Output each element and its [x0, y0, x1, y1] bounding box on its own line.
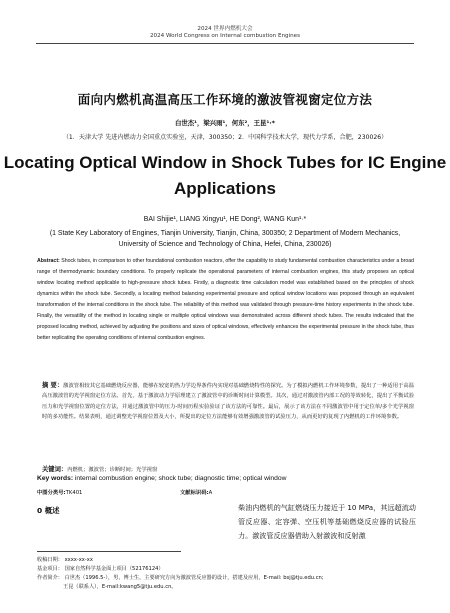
chinese-keywords	[42, 464, 414, 473]
footnote-fund: 基金项目： 国家自然科学基金面上项目（52176124）	[37, 566, 164, 572]
section-body-text: 柴油内燃机的气缸燃烧压力接近于 10 MPa，其远超流动管反应器、定容弹、空压机等基础燃烧反应器的试验压力。激波管反应器借助入射激波和反射激	[238, 503, 416, 541]
document-code	[180, 488, 212, 496]
footnote-received: 收稿日期： xxxx-xx-xx	[37, 557, 93, 563]
clc-number	[37, 488, 82, 496]
running-header-en: 2024 World Congress on Internal combustion Engines	[149, 33, 301, 39]
footnote-corresponding: 王昆（联系人），E-mail:kwang5@tju.edu.cn。	[63, 584, 177, 590]
cn-abstract-text: 激波管相较其它基础燃烧反应器，能够在较宽的热力学边界条件内实现对基础燃烧特性的探究。为了模拟内燃机工作环境参数，提出了一种适用于高温高压激波管的光学视窗定位方法。首先，基于激波动力学原理建立了激波管中的诊断时间计算模型。其次，通过对激波管内部工况的等效转化，提出了平衡试验压力和光学视窗位置的定位方法，并通过激波管中的压力-时间历程实验验证了该方法的可靠性。最后，展示了该方法在不同激波管中用于定位单/多个光学视窗时的多功能性。结果表明，通过调整光学视窗位置及大小，所提出的定位方法能够有效增强激波管的试验压力，从而更好的复现了内燃机的工作环境参数。	[42, 383, 414, 421]
clc-value: TK401	[65, 490, 83, 496]
footnote-author-intro: 作者简介： 白世杰（1996.5-），男，博士生，主要研究方向为激波管反应器的设计，搭建及应用，E-mail: bsj@tju.edu.cn;	[37, 575, 324, 581]
doc-code-value: A	[208, 490, 213, 496]
section-heading: 0 概述	[37, 506, 60, 515]
english-abstract	[37, 256, 414, 344]
header-rule	[36, 43, 414, 44]
doc-code-label: 文献标识码:	[180, 490, 209, 496]
chinese-abstract	[42, 381, 414, 423]
cn-keywords-label: 关键词：	[42, 466, 68, 473]
abstract-text: Shock tubes, in comparison to other foundational combustion reactors, offer the capability to study fundamental combustion characteristics under a broad range of thermodynamic boundary conditions. To properly replicate the operational parameters of internal combustion engines, this study proposes an optical window locating method applicable to high-pressure shock tubes. Firstly, a diagnostic time calculation model was established based on the principles of shock dynamics within the shock tube. Secondly, a locating method balancing experimental pressure and optical window locations was proposed through an equivalent transformation of the internal conditions in the shock tube. The reliability of this method was validated through pressure-time history experiments in the shock tube. Finally, the versatility of the method in locating single or multiple optical windows was demonstrated across different shock tubes. The results indicated that the proposed locating method, achieved by adjusting the positions and sizes of optical windows, effectively enhances the experimental pressure in the shock tube, thus better replicating the operating conditions of internal combustion engines.	[37, 258, 414, 342]
cn-keywords-text: 内燃机；激波管；诊断时间；光学视窗	[67, 467, 158, 473]
footnote-rule	[37, 551, 181, 552]
chinese-affiliation: （1．天津大学 先进内燃动力全国重点实验室，天津，300350；2．中国科学技术大学，现代力学系，合肥，230026）	[62, 134, 388, 141]
chinese-authors: 白世杰¹，梁兴雨¹，何东²，王昆¹·*	[174, 119, 276, 127]
running-header-cn: 2024 世界内燃机大会	[197, 26, 253, 32]
english-authors: BAI Shijie¹, LIANG Xingyu¹, HE Dong², WANG Kun¹·*	[143, 216, 307, 223]
en-keywords-text: internal combustion engine; shock tube; diagnostic time; optical window	[74, 475, 287, 482]
cn-abstract-label: 摘 要：	[42, 382, 64, 389]
english-title: Locating Optical Window in Shock Tubes for IC Engine Applications	[3, 153, 447, 198]
abstract-label: Abstract:	[37, 258, 60, 264]
clc-label: 中图分类号:	[37, 490, 66, 496]
english-keywords	[37, 475, 417, 482]
en-keywords-label: Key words:	[37, 475, 74, 482]
english-affiliation: (1 State Key Laboratory of Engines, Tianjin University, Tianjin, China, 300350; 2 Department of Modern Mechanics, University of Science and Technology of China, Hefei, China, 230026)	[49, 230, 401, 248]
chinese-title: 面向内燃机高温高压工作环境的激波管视窗定位方法	[77, 92, 373, 107]
